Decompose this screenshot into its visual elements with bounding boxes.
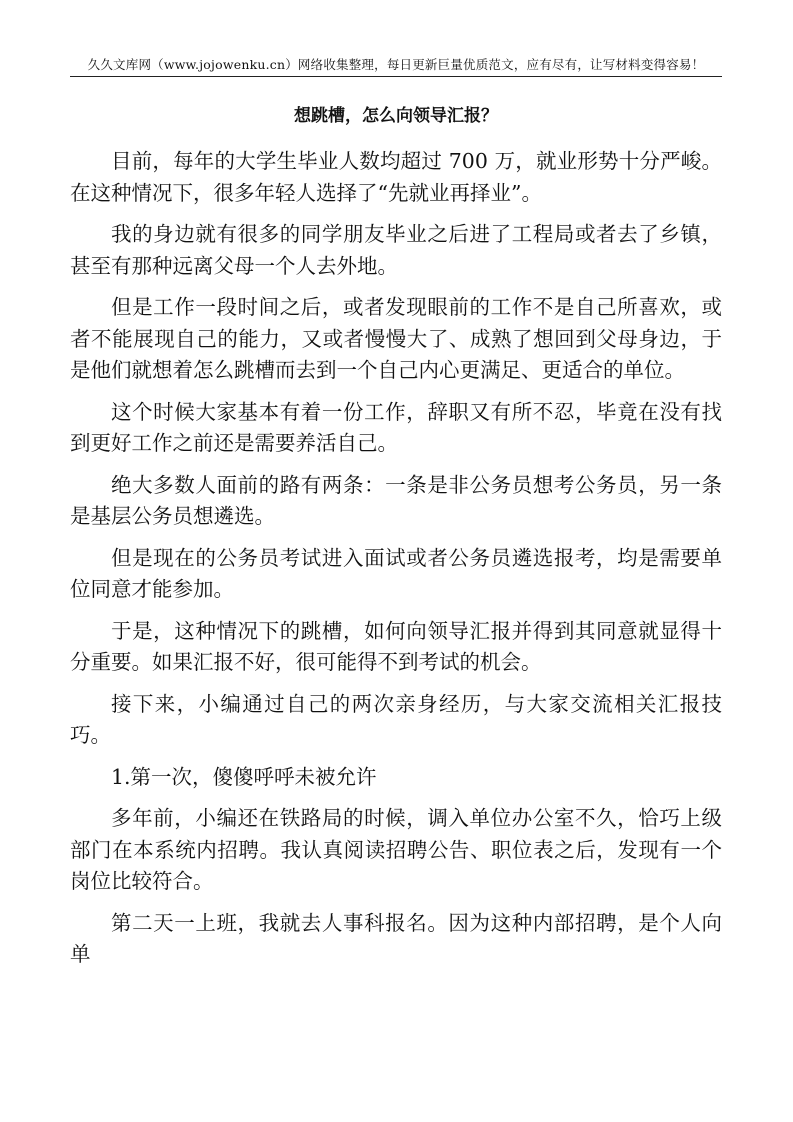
header-divider [70, 76, 722, 77]
paragraph: 多年前，小编还在铁路局的时候，调入单位办公室不久，恰巧上级部门在本系统内招聘。我认真阅读招聘公告、职位表之后，发现有一个岗位比较符合。 [70, 806, 722, 893]
paragraph: 但是现在的公务员考试进入面试或者公务员遴选报考，均是需要单位同意才能参加。 [70, 545, 722, 601]
paragraph: 绝大多数人面前的路有两条：一条是非公务员想考公务员，另一条是基层公务员想遴选。 [70, 472, 722, 528]
document-body [70, 146, 722, 981]
page-header: 久久文库网（www.jojowenku.cn）网络收集整理，每日更新巨量优质范文，应有尽有，让写材料变得容易！ [87, 57, 705, 72]
paragraph: 于是，这种情况下的跳槽，如何向领导汇报并得到其同意就显得十分重要。如果汇报不好，很可能得不到考试的机会。 [70, 618, 722, 674]
section-heading: 1.第一次，傻傻呼呼未被允许 [111, 764, 377, 789]
paragraph: 目前，每年的大学生毕业人数均超过 700 万，就业形势十分严峻。在这种情况下，很多年轻人选择了“先就业再择业”。 [70, 149, 722, 205]
paragraph: 这个时候大家基本有着一份工作，辞职又有所不忍，毕竟在没有找到更好工作之前还是需要养活自己。 [70, 399, 722, 455]
paragraph: 第二天一上班，我就去人事科报名。因为这种内部招聘，是个人向单 [70, 910, 722, 966]
paragraph: 接下来，小编通过自己的两次亲身经历，与大家交流相关汇报技巧。 [70, 691, 722, 747]
paragraph: 但是工作一段时间之后，或者发现眼前的工作不是自己所喜欢，或者不能展现自己的能力，又或者慢慢大了、成熟了想回到父母身边，于是他们就想着怎么跳槽而去到一个自己内心更满足、更适合的单位。 [70, 295, 722, 382]
document-title: 想跳槽，怎么向领导汇报？ [294, 106, 498, 126]
paragraph: 我的身边就有很多的同学朋友毕业之后进了工程局或者去了乡镇，甚至有那种远离父母一个人去外地。 [70, 222, 722, 278]
